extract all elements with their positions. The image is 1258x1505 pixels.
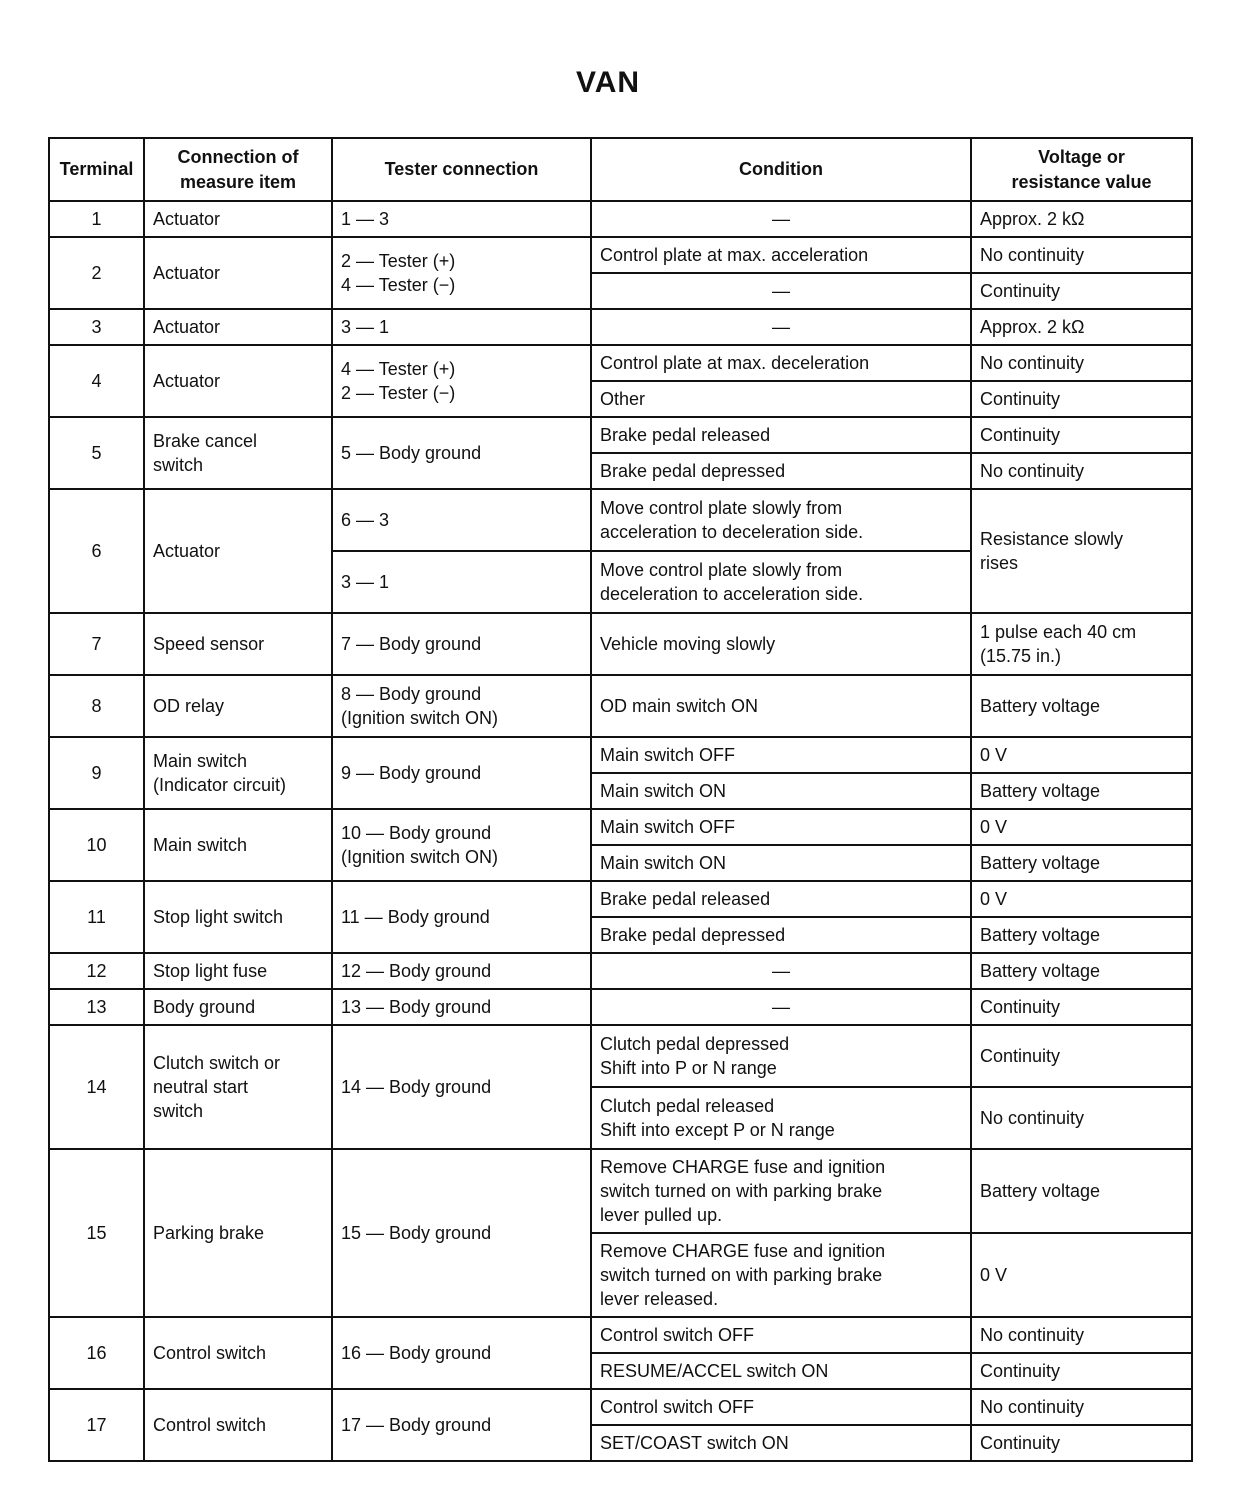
measure-item-cell: Speed sensor (144, 613, 332, 675)
condition-cell: Control switch OFF (591, 1317, 971, 1353)
measure-item-cell: Stop light fuse (144, 953, 332, 989)
condition-cell: Move control plate slowly from deceleration to acceleration side. (591, 551, 971, 613)
value-cell: Continuity (971, 1025, 1192, 1087)
value-cell: Resistance slowly rises (971, 489, 1192, 613)
value-cell: Battery voltage (971, 1149, 1192, 1233)
value-cell: Continuity (971, 989, 1192, 1025)
value-cell: Continuity (971, 1425, 1192, 1461)
tester-connection-cell: 1 — 3 (332, 201, 591, 237)
condition-cell: Brake pedal released (591, 417, 971, 453)
header-tester: Tester connection (332, 138, 591, 201)
condition-cell: — (591, 201, 971, 237)
value-cell: Battery voltage (971, 675, 1192, 737)
value-cell: No continuity (971, 1317, 1192, 1353)
tester-connection-cell: 4 — Tester (+) 2 — Tester (−) (332, 345, 591, 417)
table-row (49, 989, 1192, 1025)
condition-cell: — (591, 953, 971, 989)
condition-cell: Main switch ON (591, 845, 971, 881)
terminal-cell: 12 (49, 953, 144, 989)
condition-cell: — (591, 273, 971, 309)
measure-item-cell: Main switch (144, 809, 332, 881)
measure-item-cell: Body ground (144, 989, 332, 1025)
condition-cell: — (591, 309, 971, 345)
value-cell: No continuity (971, 1389, 1192, 1425)
tester-connection-cell: 7 — Body ground (332, 613, 591, 675)
condition-cell: Brake pedal depressed (591, 917, 971, 953)
value-cell: Battery voltage (971, 845, 1192, 881)
value-cell: Continuity (971, 1353, 1192, 1389)
table-row (49, 737, 1192, 773)
table-row (49, 1025, 1192, 1087)
table-row (49, 1149, 1192, 1233)
value-cell: Continuity (971, 417, 1192, 453)
measure-item-cell: Main switch (Indicator circuit) (144, 737, 332, 809)
condition-cell: Brake pedal depressed (591, 453, 971, 489)
measure-item-cell: Parking brake (144, 1149, 332, 1317)
tester-connection-cell: 3 — 1 (332, 551, 591, 613)
condition-cell: Other (591, 381, 971, 417)
value-cell: No continuity (971, 453, 1192, 489)
terminal-cell: 6 (49, 489, 144, 613)
header-terminal: Terminal (49, 138, 144, 201)
value-cell: Battery voltage (971, 773, 1192, 809)
value-cell: No continuity (971, 345, 1192, 381)
value-cell: 1 pulse each 40 cm (15.75 in.) (971, 613, 1192, 675)
condition-cell: Vehicle moving slowly (591, 613, 971, 675)
terminal-cell: 2 (49, 237, 144, 309)
terminal-cell: 4 (49, 345, 144, 417)
tester-connection-cell: 3 — 1 (332, 309, 591, 345)
terminal-cell: 17 (49, 1389, 144, 1461)
tester-connection-cell: 12 — Body ground (332, 953, 591, 989)
condition-cell: RESUME/ACCEL switch ON (591, 1353, 971, 1389)
condition-cell: Main switch ON (591, 773, 971, 809)
condition-cell: Clutch pedal depressed Shift into P or N range (591, 1025, 971, 1087)
table-row (49, 237, 1192, 273)
value-cell: 0 V (971, 737, 1192, 773)
measure-item-cell: Actuator (144, 237, 332, 309)
measure-item-cell: Actuator (144, 489, 332, 613)
measure-item-cell: Stop light switch (144, 881, 332, 953)
value-cell: Battery voltage (971, 953, 1192, 989)
condition-cell: Move control plate slowly from acceleration to deceleration side. (591, 489, 971, 551)
terminal-cell: 8 (49, 675, 144, 737)
table-header-row (49, 138, 1192, 201)
condition-cell: Control plate at max. deceleration (591, 345, 971, 381)
condition-cell: OD main switch ON (591, 675, 971, 737)
tester-connection-cell: 15 — Body ground (332, 1149, 591, 1317)
value-cell: Approx. 2 kΩ (971, 201, 1192, 237)
header-condition: Condition (591, 138, 971, 201)
tester-connection-cell: 13 — Body ground (332, 989, 591, 1025)
condition-cell: — (591, 989, 971, 1025)
table-row (49, 1317, 1192, 1353)
terminal-cell: 16 (49, 1317, 144, 1389)
measure-item-cell: Actuator (144, 345, 332, 417)
header-value: Voltage or resistance value (971, 138, 1192, 201)
terminal-cell: 9 (49, 737, 144, 809)
terminal-cell: 5 (49, 417, 144, 489)
measure-item-cell: Brake cancel switch (144, 417, 332, 489)
terminal-cell: 15 (49, 1149, 144, 1317)
tester-connection-cell: 2 — Tester (+) 4 — Tester (−) (332, 237, 591, 309)
table-row (49, 675, 1192, 737)
tester-connection-cell: 9 — Body ground (332, 737, 591, 809)
value-cell: No continuity (971, 1087, 1192, 1149)
page-title: VAN (575, 66, 641, 99)
condition-cell: Main switch OFF (591, 737, 971, 773)
tester-connection-cell: 8 — Body ground (Ignition switch ON) (332, 675, 591, 737)
tester-connection-cell: 10 — Body ground (Ignition switch ON) (332, 809, 591, 881)
value-cell: Continuity (971, 381, 1192, 417)
terminal-cell: 13 (49, 989, 144, 1025)
tester-connection-cell: 5 — Body ground (332, 417, 591, 489)
table-row (49, 953, 1192, 989)
condition-cell: Clutch pedal released Shift into except P or N range (591, 1087, 971, 1149)
measure-item-cell: Clutch switch or neutral start switch (144, 1025, 332, 1149)
table-row (49, 345, 1192, 381)
measure-item-cell: Control switch (144, 1389, 332, 1461)
terminal-cell: 11 (49, 881, 144, 953)
condition-cell: Remove CHARGE fuse and ignition switch turned on with parking brake lever released. (591, 1233, 971, 1317)
tester-connection-cell: 16 — Body ground (332, 1317, 591, 1389)
value-cell: 0 V (971, 1233, 1192, 1317)
header-connection: Connection of measure item (144, 138, 332, 201)
measure-item-cell: Actuator (144, 309, 332, 345)
condition-cell: Control plate at max. acceleration (591, 237, 971, 273)
table-row (49, 309, 1192, 345)
terminal-cell: 3 (49, 309, 144, 345)
terminal-inspection-table (48, 137, 1193, 1462)
condition-cell: Control switch OFF (591, 1389, 971, 1425)
table-row (49, 489, 1192, 551)
table-row (49, 881, 1192, 917)
tester-connection-cell: 14 — Body ground (332, 1025, 591, 1149)
table-row (49, 417, 1192, 453)
value-cell: 0 V (971, 881, 1192, 917)
table-row (49, 201, 1192, 237)
value-cell: No continuity (971, 237, 1192, 273)
measure-item-cell: OD relay (144, 675, 332, 737)
tester-connection-cell: 17 — Body ground (332, 1389, 591, 1461)
tester-connection-cell: 6 — 3 (332, 489, 591, 551)
value-cell: Battery voltage (971, 917, 1192, 953)
terminal-cell: 14 (49, 1025, 144, 1149)
condition-cell: SET/COAST switch ON (591, 1425, 971, 1461)
terminal-cell: 7 (49, 613, 144, 675)
condition-cell: Brake pedal released (591, 881, 971, 917)
measure-item-cell: Actuator (144, 201, 332, 237)
terminal-cell: 10 (49, 809, 144, 881)
table-row (49, 613, 1192, 675)
condition-cell: Main switch OFF (591, 809, 971, 845)
tester-connection-cell: 11 — Body ground (332, 881, 591, 953)
table-row (49, 1389, 1192, 1425)
value-cell: Continuity (971, 273, 1192, 309)
value-cell: 0 V (971, 809, 1192, 845)
measure-item-cell: Control switch (144, 1317, 332, 1389)
table-row (49, 809, 1192, 845)
value-cell: Approx. 2 kΩ (971, 309, 1192, 345)
condition-cell: Remove CHARGE fuse and ignition switch turned on with parking brake lever pulled up. (591, 1149, 971, 1233)
terminal-cell: 1 (49, 201, 144, 237)
